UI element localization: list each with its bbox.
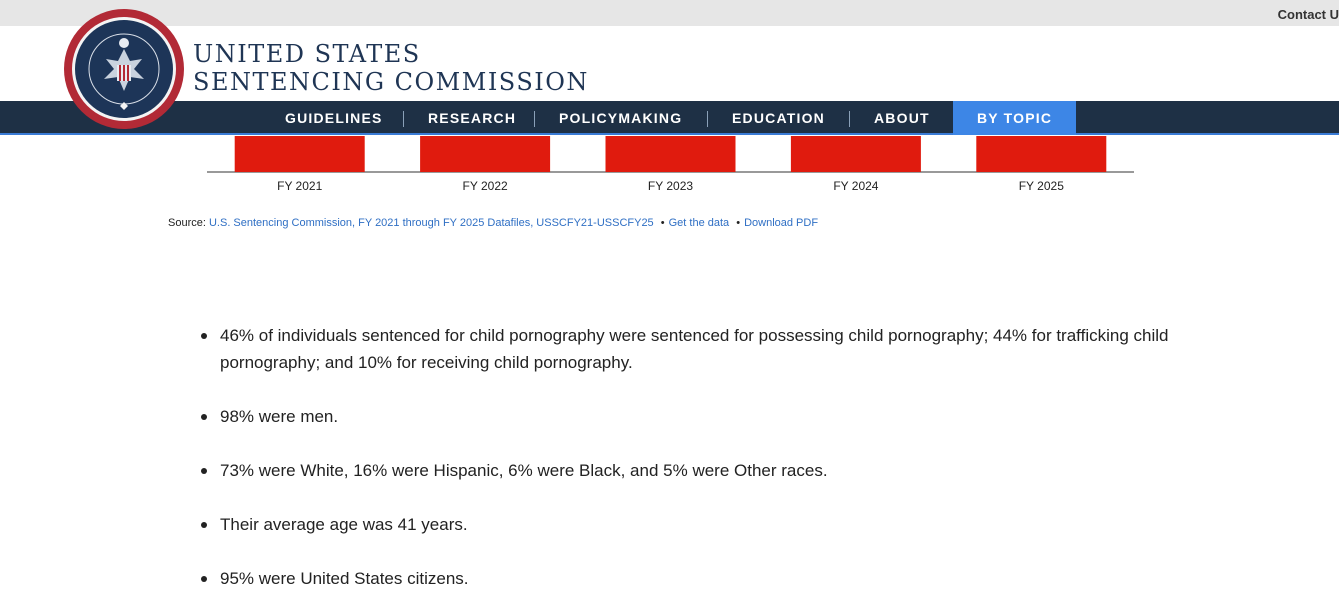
chart-bar[interactable] bbox=[420, 136, 550, 172]
utility-bar bbox=[0, 0, 1339, 26]
nav-guidelines[interactable]: GUIDELINES bbox=[285, 110, 383, 126]
download-pdf-link[interactable]: Download PDF bbox=[744, 217, 819, 229]
chart-bar[interactable] bbox=[791, 136, 921, 172]
nav-separator bbox=[534, 111, 535, 127]
list-item: 46% of individuals sentenced for child pornography were sentenced for possessing child pornography; 44% for trafficking child pornography; and 10% for receiving child pornography. bbox=[200, 322, 1190, 376]
source-dataset-link[interactable]: U.S. Sentencing Commission, FY 2021 through FY 2025 Datafiles, USSCFY21-USSCFY25 bbox=[208, 217, 654, 229]
chart-bar[interactable] bbox=[235, 136, 365, 172]
chart-bar[interactable] bbox=[976, 136, 1106, 172]
main-navigation bbox=[0, 101, 1339, 135]
site-title[interactable] bbox=[193, 40, 589, 96]
nav-policymaking[interactable]: POLICYMAKING bbox=[559, 110, 683, 126]
x-tick-label: FY 2022 bbox=[462, 179, 508, 193]
contact-us-link[interactable]: Contact U bbox=[1277, 7, 1339, 22]
x-tick-label: FY 2024 bbox=[833, 179, 879, 193]
source-separator: • bbox=[736, 217, 741, 229]
nav-about[interactable]: ABOUT bbox=[874, 110, 930, 126]
list-item: 98% were men. bbox=[200, 403, 1190, 430]
list-item: 95% were United States citizens. bbox=[200, 565, 1190, 592]
x-tick-label: FY 2025 bbox=[1018, 179, 1064, 193]
nav-separator bbox=[707, 111, 708, 127]
nav-separator bbox=[849, 111, 850, 127]
x-tick-label: FY 2021 bbox=[277, 179, 323, 193]
nav-by-topic[interactable]: BY TOPIC bbox=[953, 101, 1076, 135]
nav-education[interactable]: EDUCATION bbox=[732, 110, 825, 126]
source-label: Source: bbox=[168, 217, 206, 229]
chart-bar[interactable] bbox=[606, 136, 736, 172]
site-header bbox=[0, 26, 1339, 101]
bar-chart-svg bbox=[0, 136, 1339, 196]
list-item: 73% were White, 16% were Hispanic, 6% were Black, and 5% were Other races. bbox=[200, 457, 1190, 484]
bar-chart bbox=[0, 136, 1339, 196]
key-findings-list bbox=[200, 322, 1190, 605]
commission-seal-icon[interactable] bbox=[64, 9, 184, 129]
site-title-line2: SENTENCING COMMISSION bbox=[193, 68, 589, 96]
list-item: Their average age was 41 years. bbox=[200, 511, 1190, 538]
chart-source bbox=[168, 217, 818, 229]
nav-separator bbox=[403, 111, 404, 127]
x-tick-label: FY 2023 bbox=[647, 179, 694, 193]
source-separator: • bbox=[660, 217, 665, 229]
nav-research[interactable]: RESEARCH bbox=[428, 110, 517, 126]
get-the-data-link[interactable]: Get the data bbox=[668, 217, 730, 229]
site-title-line1: UNITED STATES bbox=[193, 40, 421, 68]
